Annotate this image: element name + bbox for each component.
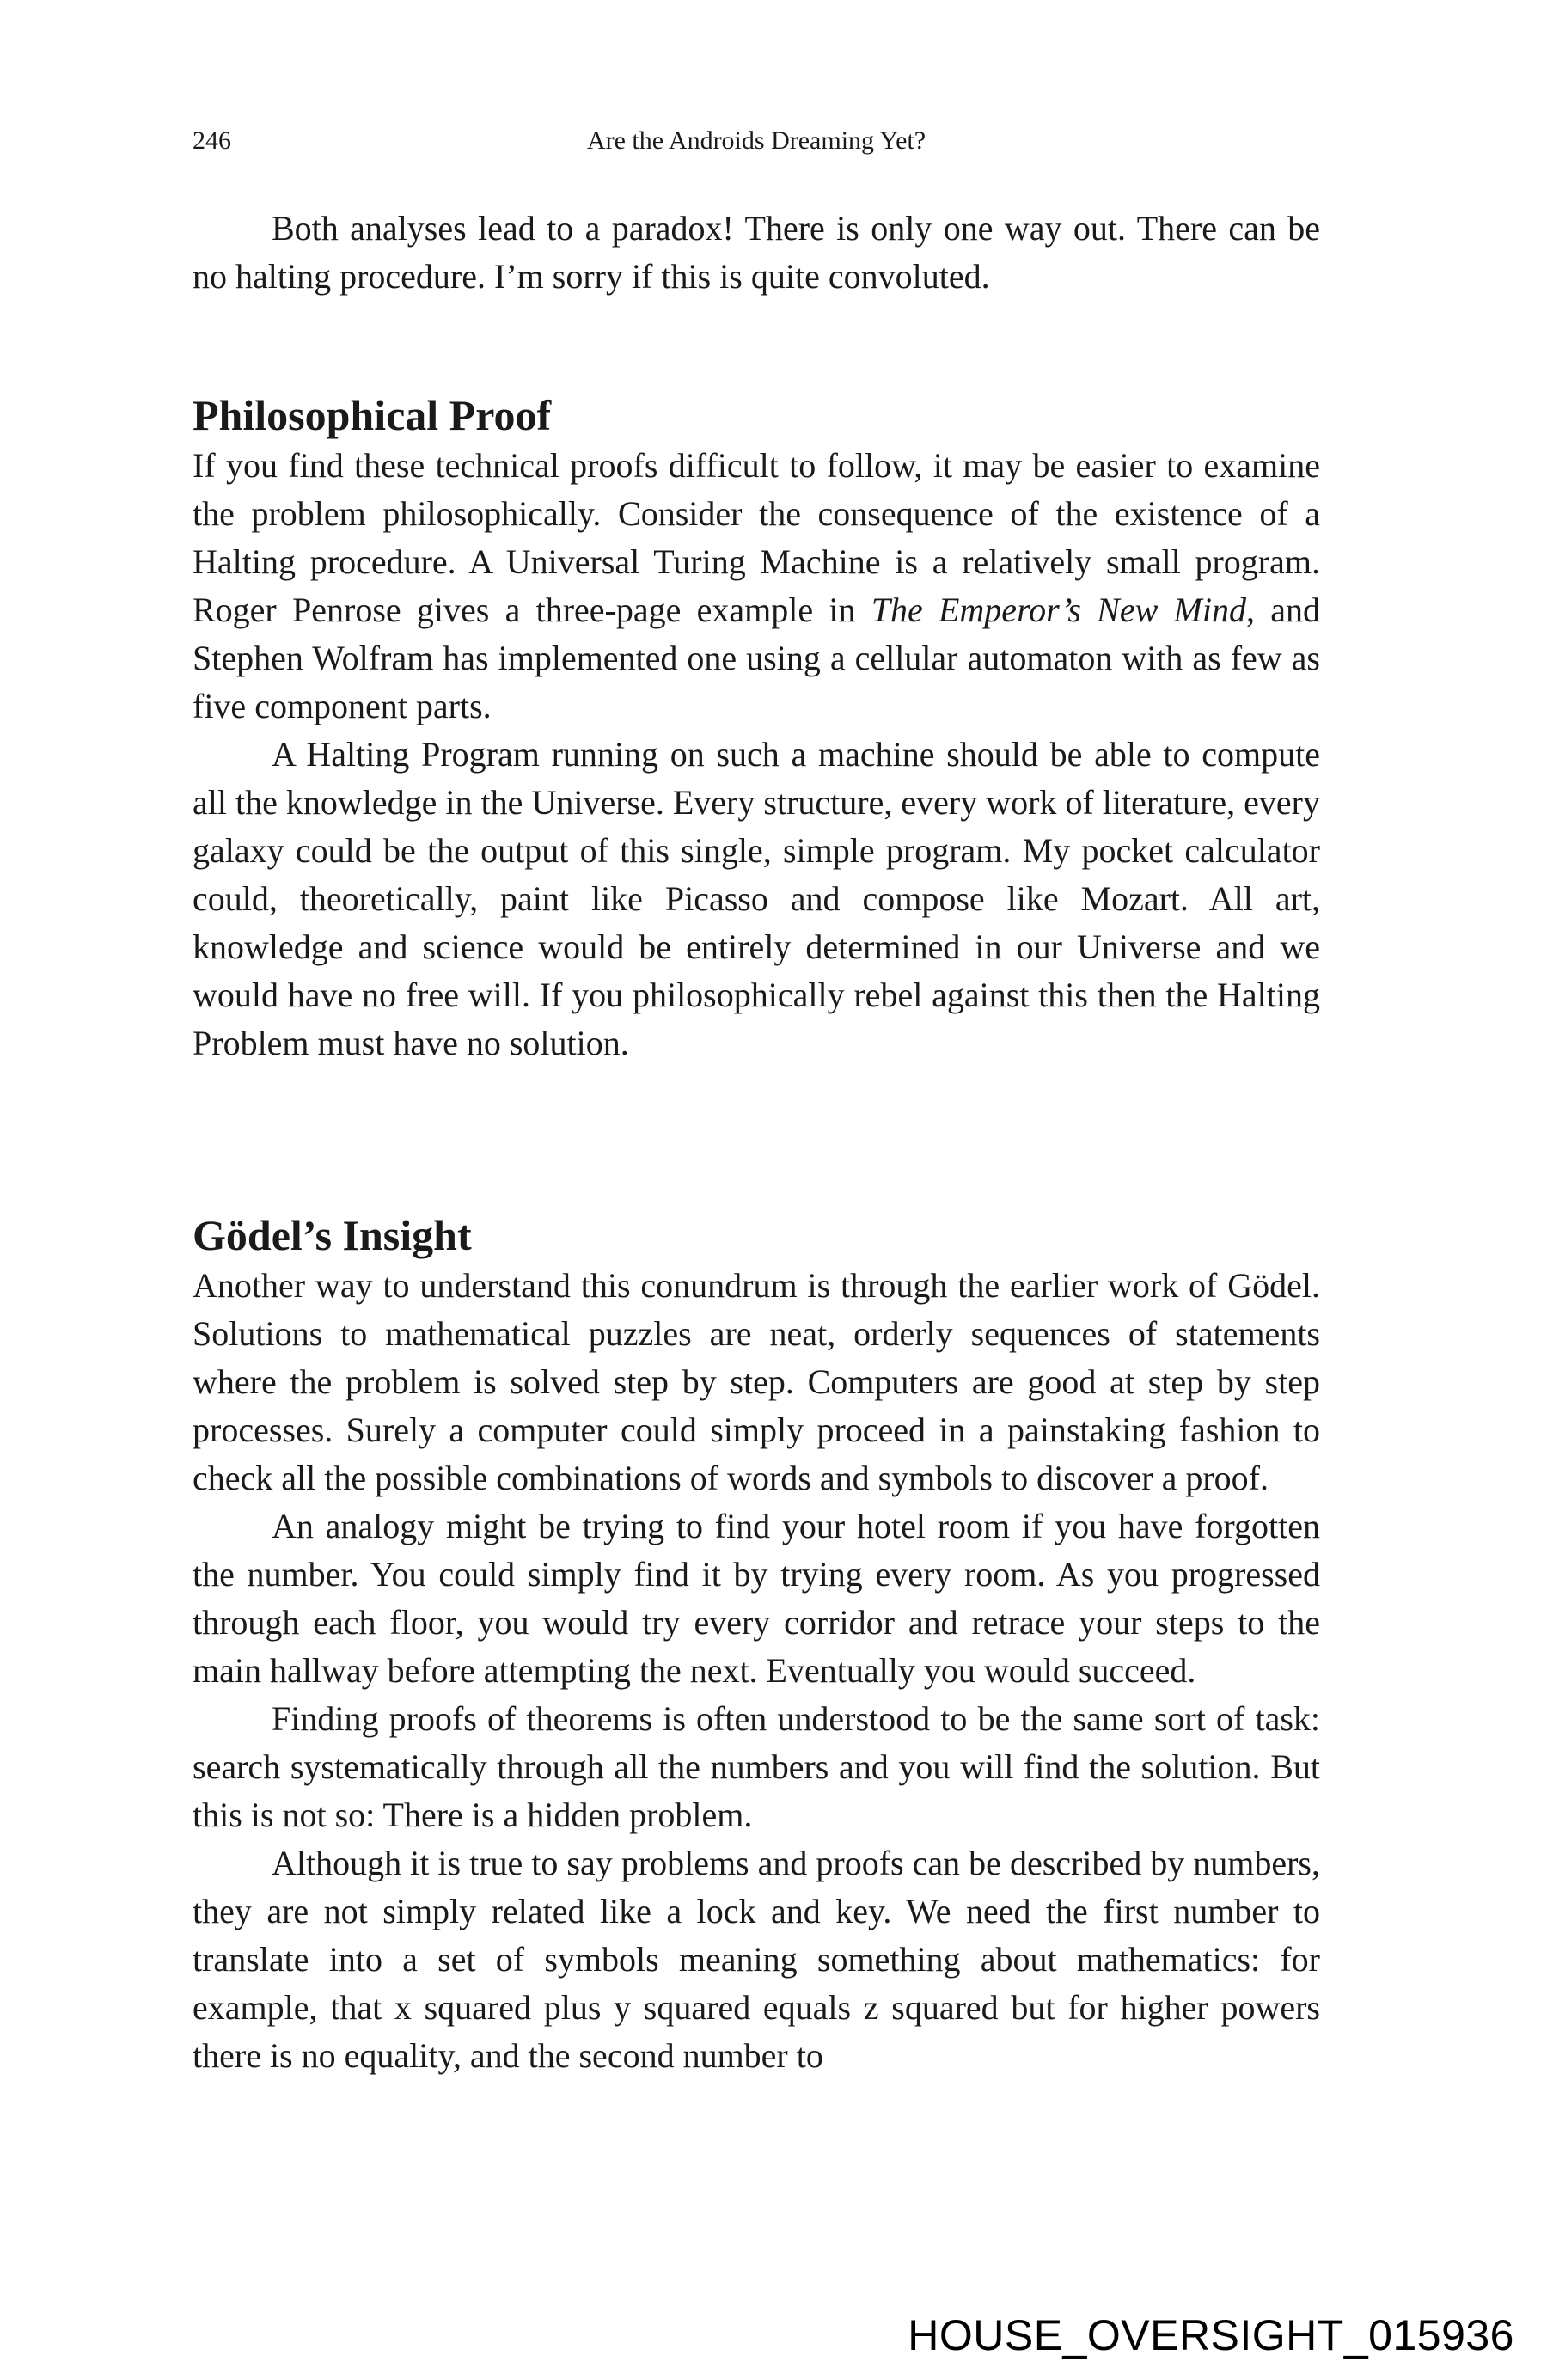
section-heading-godels-insight: Gödel’s Insight bbox=[193, 1211, 472, 1259]
godels-insight-paragraph-2: An analogy might be trying to find your hotel room if you have forgotten the number. You could simply find it by trying every room. As you progressed through each floor, you would try every corridor and retrace your steps to the main hallway before attempting the next. Eventually you would succeed. bbox=[193, 1507, 1320, 1690]
intro-paragraph: Both analyses lead to a paradox! There is only one way out. There can be no halting procedure. I’m sorry if this is quite convoluted. bbox=[193, 209, 1320, 296]
running-head-title: Are the Androids Dreaming Yet? bbox=[586, 126, 926, 155]
godels-insight-section bbox=[193, 1208, 1320, 2080]
book-title-emphasis: The Emperor’s New Mind bbox=[871, 590, 1246, 629]
page-number: 246 bbox=[193, 126, 231, 155]
philosophical-proof-paragraph-1 bbox=[193, 442, 1320, 731]
godels-insight-paragraph-4: Although it is true to say problems and proofs can be described by numbers, they are not simply related like a lock and key. We need the first number to translate into a set of symbols meaning something about mathematics: for example, that x squared plus y squared equals z squared but for higher powers there is no equality, and the second number to bbox=[193, 1844, 1320, 2075]
godels-insight-paragraph-1: Another way to understand this conundrum is through the earlier work of Gödel. Solutions to mathematical puzzles are neat, orderly sequences of statements where the problem is solved step by step. Computers are good at step by step processes. Surely a computer could simply proceed in a painstaking fashion to check all the possible combinations of words and symbols to discover a proof. bbox=[193, 1266, 1320, 1497]
paragraph-text: If you find these technical proofs difficult to follow, it may be easier to examine the problem philosophically. Consider the consequence of the existence of a Halting procedure. A Universal Turing Machine is a relatively small program. Roger Penrose gives a three-page example in bbox=[193, 446, 1320, 629]
intro-section bbox=[193, 205, 1320, 301]
bates-stamp: HOUSE_OVERSIGHT_015936 bbox=[908, 2311, 1514, 2359]
godels-insight-paragraph-3: Finding proofs of theorems is often understood to be the same sort of task: search systematically through all the numbers and you will find the solution. But this is not so: There is a hidden problem. bbox=[193, 1699, 1320, 1834]
running-head bbox=[193, 122, 1320, 160]
philosophical-proof-paragraph-2: A Halting Program running on such a machine should be able to compute all the knowledge in the Universe. Every structure, every work of literature, every galaxy could be the output of this single, simple program. My pocket calculator could, theoretically, paint like Picasso and compose like Mozart. All art, knowledge and science would be entirely determined in our Universe and we would have no free will. If you philosophically rebel against this then the Halting Problem must have no solution. bbox=[193, 735, 1320, 1062]
section-heading-philosophical-proof: Philosophical Proof bbox=[193, 391, 552, 439]
paragraph-text: , and Stephen Wolfram has implemented one using a cellular automaton with as few as five component parts. bbox=[193, 590, 1320, 725]
philosophical-proof-section bbox=[193, 389, 1320, 1068]
